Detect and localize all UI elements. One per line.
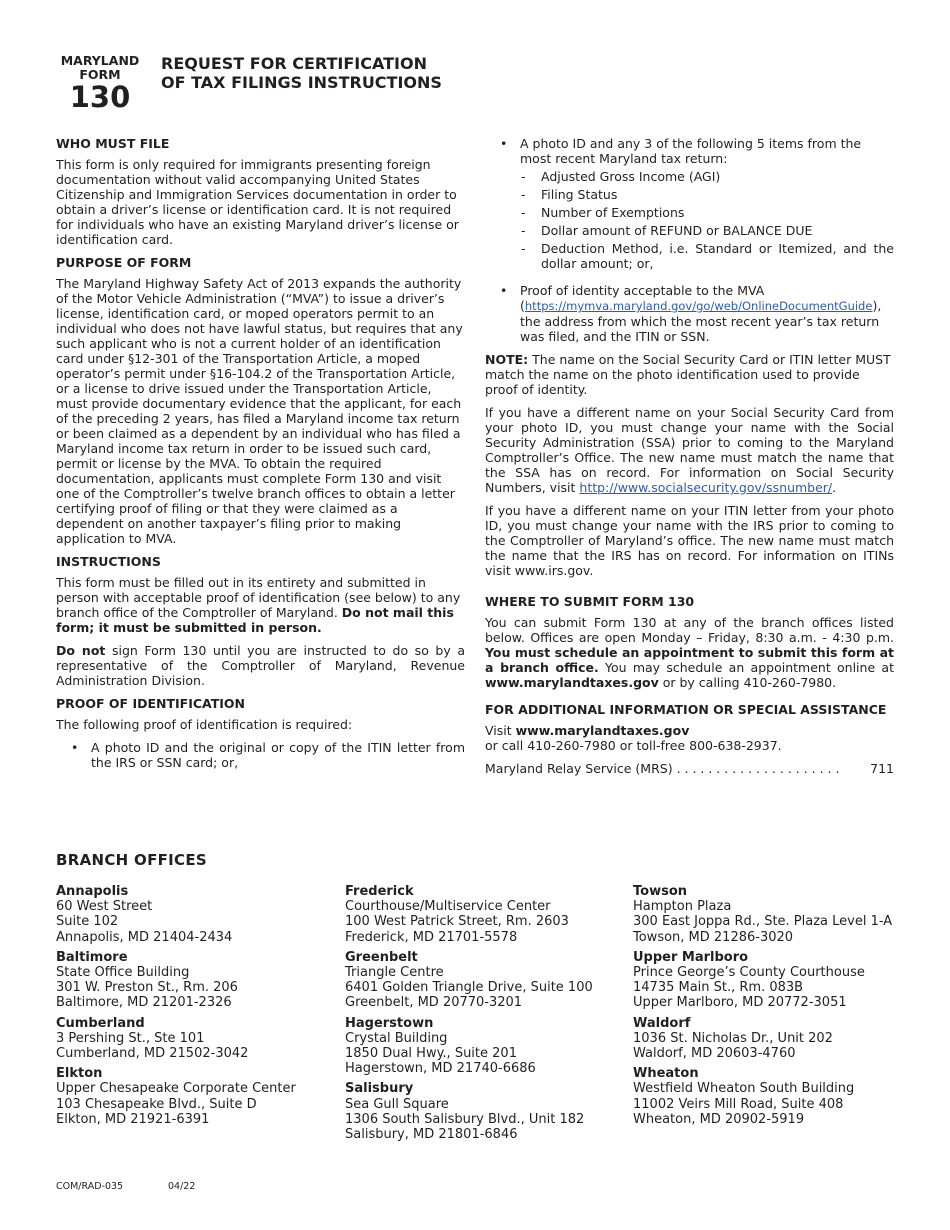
office-line: Salisbury, MD 21801-6846	[345, 1127, 518, 1143]
office-line: 1306 South Salisbury Blvd., Unit 182	[345, 1111, 585, 1127]
office-line: 14735 Main St., Rm. 083B	[633, 980, 804, 996]
proof-bullet-3	[485, 283, 894, 344]
item-exemptions: Number of Exemptions	[541, 205, 685, 220]
office-line: 103 Chesapeake Blvd., Suite D	[56, 1096, 257, 1112]
instructions-bold: Do not mail this form; it must be submitted in person.	[56, 605, 454, 635]
title-line-2: OF TAX FILINGS INSTRUCTIONS	[161, 73, 442, 92]
office-name: Hagerstown	[345, 1015, 434, 1031]
who-heading: WHO MUST FILE	[56, 136, 170, 151]
office-name: Cumberland	[56, 1015, 145, 1031]
where-body-2: You may schedule an appointment online at	[598, 660, 894, 675]
office-salisbury	[345, 1081, 630, 1142]
page-title	[161, 54, 442, 92]
bullet3-a: Proof of identity acceptable to the MVA (	[520, 283, 765, 313]
branch-column-1	[56, 884, 336, 1132]
office-line: 60 West Street	[56, 899, 153, 915]
office-name: Frederick	[345, 884, 414, 899]
office-greenbelt	[345, 950, 630, 1011]
office-line: Westfield Wheaton South Building	[633, 1081, 855, 1097]
office-upper-marlboro	[633, 950, 913, 1011]
office-cumberland	[56, 1016, 336, 1062]
office-wheaton	[633, 1066, 913, 1127]
who-text: This form is only required for immigrants presenting foreign documentation without valid accompanying United States Citizenship and Immigration Services documentation in order to obtain a driver’s license or identification card. It is not required for individuals who have an existing Maryland driver’s license or identification card.	[56, 157, 459, 247]
office-name: Elkton	[56, 1066, 103, 1082]
where-site: www.marylandtaxes.gov	[485, 675, 659, 690]
right-column	[485, 136, 894, 776]
donot-text	[56, 643, 465, 688]
note-body: The name on the Social Security Card or ITIN letter MUST match the name on the photo identification used to provide proof of identity.	[485, 352, 891, 397]
dash-icon: -	[521, 223, 526, 238]
proof-text: The following proof of identification is required:	[56, 717, 353, 732]
item-refund: Dollar amount of REFUND or BALANCE DUE	[541, 223, 813, 238]
note-bold: NOTE:	[485, 352, 529, 367]
office-name: Wheaton	[633, 1066, 699, 1082]
list-item	[485, 205, 894, 220]
list-item	[485, 241, 894, 271]
bullet-dot-icon: •	[500, 283, 508, 298]
form-code: COM/RAD-035	[56, 1181, 124, 1192]
office-elkton	[56, 1066, 336, 1127]
office-line: Upper Marlboro, MD 20772-3051	[633, 995, 847, 1011]
title-line-1: REQUEST FOR CERTIFICATION	[161, 54, 427, 73]
office-towson	[633, 884, 913, 945]
office-line: Baltimore, MD 21201-2326	[56, 995, 232, 1011]
office-line: Annapolis, MD 21404-2434	[56, 929, 233, 945]
proof-bullet-1	[56, 740, 465, 770]
form-date: 04/22	[168, 1181, 196, 1192]
left-column	[56, 136, 465, 776]
donot-bold: Do not	[56, 643, 106, 658]
itin-text: If you have a different name on your ITIN letter from your photo ID, you must change your name with the IRS prior to coming to the Comptroller of Maryland’s office. The new name must match the name that the IRS has on record. For information on ITINs visit www.irs.gov.	[485, 503, 894, 578]
office-waldorf	[633, 1016, 913, 1062]
proof-bullet-2	[485, 136, 894, 166]
where-body-1: You can submit Form 130 at any of the branch offices listed below. Offices are open Monday – Friday, 8:30 a.m. - 4:30 p.m.	[485, 615, 894, 645]
office-name: Salisbury	[345, 1081, 414, 1097]
office-frederick	[345, 884, 630, 945]
office-line: 11002 Veirs Mill Road, Suite 408	[633, 1096, 844, 1112]
mva-link[interactable]: https://mymva.maryland.gov/go/web/OnlineDocumentGuide	[524, 299, 873, 313]
form-id-block	[56, 54, 144, 112]
office-name: Annapolis	[56, 884, 129, 899]
office-line: 100 West Patrick Street, Rm. 2603	[345, 914, 569, 930]
office-line: Hagerstown, MD 21740-6686	[345, 1061, 536, 1077]
office-line: 1850 Dual Hwy., Suite 201	[345, 1046, 517, 1062]
purpose-text: The Maryland Highway Safety Act of 2013 expands the authority of the Motor Vehicle Administration (“MVA”) to issue a driver’s license, identification card, or moped operators permit to an individual who does not have lawful status, but requires that any such applicant who is not a current holder of an identification card under §12-301 of the Transportation Article, a moped operator’s permit under §16-104.2 of the Transportation Article, or a license to drive issued under the Transportation Article, must provide documentary evidence that the applicant, for each of the preceding 2 years, has filed a Maryland income tax return or been claimed as a dependent by an individual who has filed a Maryland income tax return in order to be issued such card, permit or license by the MVA. To obtain the required documentation, applicants must complete Form 130 and visit one of the Comptroller’s twelve branch offices to obtain a letter certifying proof of filing or that they were claimed as a dependent on another taxpayer’s filing prior to making application to MVA.	[56, 276, 463, 546]
office-line: 300 East Joppa Rd., Ste. Plaza Level 1-A	[633, 914, 893, 930]
office-line: 6401 Golden Triangle Drive, Suite 100	[345, 980, 593, 996]
where-bold: You must schedule an appointment to submit this form at a branch office.	[485, 645, 894, 675]
office-line: Towson, MD 21286-3020	[633, 929, 794, 945]
note-text	[485, 352, 894, 397]
office-name: Waldorf	[633, 1015, 691, 1031]
state-label: MARYLAND	[60, 53, 140, 68]
addl-site: www.marylandtaxes.gov	[515, 723, 690, 738]
form-label: FORM	[79, 67, 121, 82]
office-line: Suite 102	[56, 914, 119, 930]
office-hagerstown	[345, 1016, 630, 1077]
list-item	[485, 223, 894, 238]
addl-heading: FOR ADDITIONAL INFORMATION OR SPECIAL ASSISTANCE	[485, 702, 887, 717]
branch-column-3	[633, 884, 913, 1132]
where-text	[485, 615, 894, 690]
office-line: Elkton, MD 21921-6391	[56, 1111, 210, 1127]
office-name: Upper Marlboro	[633, 949, 749, 965]
office-line: Crystal Building	[345, 1030, 448, 1046]
list-item	[485, 169, 894, 184]
office-line: 301 W. Preston St., Rm. 206	[56, 980, 238, 996]
where-body-3: or by calling 410-260-7980.	[658, 675, 837, 690]
instructions-text	[56, 575, 465, 635]
office-line: Cumberland, MD 21502-3042	[56, 1046, 249, 1062]
list-item	[485, 187, 894, 202]
office-line: Greenbelt, MD 20770-3201	[345, 995, 523, 1011]
instructions-body: This form must be filled out in its entirety and submitted in person with acceptable proof of identification (see below) to any branch office of the Comptroller of Maryland.	[56, 575, 461, 620]
office-line: State Office Building	[56, 965, 190, 981]
dash-icon: -	[521, 169, 526, 184]
office-name: Greenbelt	[345, 949, 418, 965]
office-line: Triangle Centre	[345, 965, 444, 981]
item-agi: Adjusted Gross Income (AGI)	[541, 169, 721, 184]
office-line: Prince George’s County Courthouse	[633, 965, 865, 981]
ssn-text: If you have a different name on your Social Security Card from your photo ID, you must change your name with the Social Security Administration (SSA) prior to coming to the Maryland Comptroller’s Office. The new name must match the name that the SSA has on record. For information on Social Security Numbers, visit http://www.socialsecurity.gov/ssnumber/.	[485, 405, 894, 495]
office-annapolis	[56, 884, 336, 945]
office-line: 3 Pershing St., Ste 101	[56, 1030, 205, 1046]
addl-visit: Visit	[485, 723, 516, 738]
office-line: Wheaton, MD 20902-5919	[633, 1111, 805, 1127]
proof-bullet-1-text: A photo ID and the original or copy of the ITIN letter from the IRS or SSN card; or,	[91, 740, 465, 770]
relay-number: 711	[870, 761, 894, 776]
office-baltimore	[56, 950, 336, 1011]
item-filing-status: Filing Status	[541, 187, 618, 202]
office-name: Towson	[633, 884, 688, 899]
office-name: Baltimore	[56, 949, 128, 965]
dash-icon: -	[521, 241, 526, 256]
donot-body: sign Form 130 until you are instructed to do so by a representative of the Comptroller of Maryland, Revenue Administration Division.	[56, 643, 465, 688]
office-line: Hampton Plaza	[633, 899, 732, 915]
bullet3-b: ), the address from which the most recent year’s tax return was filed, and the ITIN or SSN.	[520, 298, 882, 344]
ssn-body: If you have a different name on your Social Security Card from your photo ID, you must change your name with the Social Security Administration (SSA) prior to coming to the Maryland Comptroller’s Office. The new name must match the name that the SSA has on record. For information on Social Security Numbers, visit	[485, 405, 894, 495]
form-number: 130	[69, 80, 131, 114]
relay-label: Maryland Relay Service (MRS) . . . . . . . . . . . . . . . . . . . . .	[485, 761, 840, 776]
bullet-dot-icon: •	[71, 740, 79, 755]
proof-bullet-2-text: A photo ID and any 3 of the following 5 items from the most recent Maryland tax return:	[520, 136, 862, 166]
branch-offices-heading: BRANCH OFFICES	[56, 851, 208, 869]
ssa-link[interactable]: http://www.socialsecurity.gov/ssnumber/	[579, 480, 833, 495]
office-line: 1036 St. Nicholas Dr., Unit 202	[633, 1030, 833, 1046]
dash-icon: -	[521, 187, 526, 202]
office-line: Frederick, MD 21701-5578	[345, 929, 518, 945]
proof-heading: PROOF OF IDENTIFICATION	[56, 696, 245, 711]
office-line: Sea Gull Square	[345, 1096, 449, 1112]
branch-column-2	[345, 884, 630, 1147]
item-deduction: Deduction Method, i.e. Standard or Itemized, and the dollar amount; or,	[541, 241, 894, 271]
addl-call: or call 410-260-7980 or toll-free 800-638-2937.	[485, 738, 782, 753]
purpose-heading: PURPOSE OF FORM	[56, 255, 192, 270]
where-heading: WHERE TO SUBMIT FORM 130	[485, 594, 695, 609]
instructions-heading: INSTRUCTIONS	[56, 554, 161, 569]
office-line: Courthouse/Multiservice Center	[345, 899, 551, 915]
bullet-dot-icon: •	[500, 136, 508, 151]
office-line: Waldorf, MD 20603-4760	[633, 1046, 796, 1062]
office-line: Upper Chesapeake Corporate Center	[56, 1081, 296, 1097]
relay-row	[485, 761, 894, 776]
addl-text	[485, 723, 894, 753]
dash-icon: -	[521, 205, 526, 220]
